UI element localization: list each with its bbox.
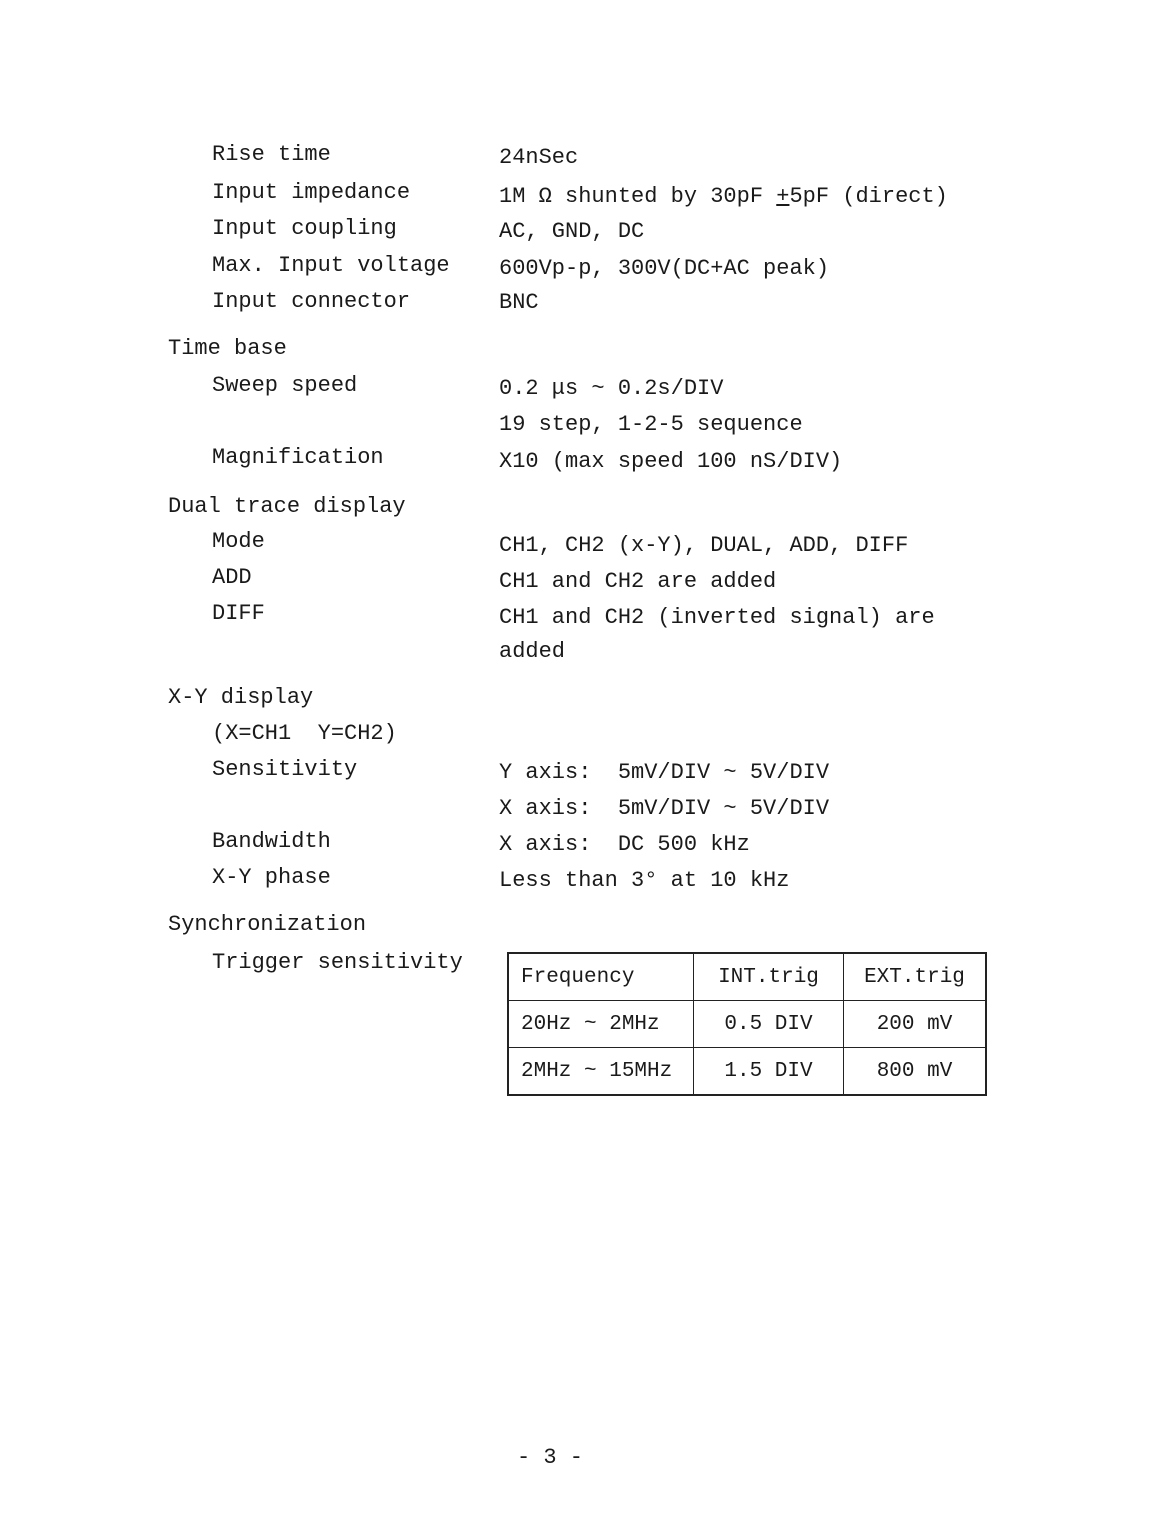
page-number: - 3 - bbox=[517, 1445, 584, 1470]
table-row bbox=[508, 1001, 986, 1048]
sensitivity-label: Sensitivity bbox=[212, 757, 358, 782]
table-header-row bbox=[508, 953, 986, 1001]
max-input-voltage-label: Max. Input voltage bbox=[212, 253, 450, 278]
xy-phase-label: X-Y phase bbox=[212, 865, 331, 890]
add-label: ADD bbox=[212, 565, 252, 590]
sweep-speed-value-1: 0.2 μs ~ 0.2s/DIV bbox=[499, 376, 724, 401]
rise-time-label: Rise time bbox=[212, 142, 331, 167]
table-header-cell: INT.trig bbox=[694, 953, 844, 1001]
bandwidth-value: X axis: DC 500 kHz bbox=[499, 832, 750, 857]
dual-trace-heading: Dual trace display bbox=[168, 494, 406, 519]
trigger-sensitivity-label: Trigger sensitivity bbox=[212, 950, 463, 975]
sweep-speed-label: Sweep speed bbox=[212, 373, 358, 398]
table-cell: 2MHz ~ 15MHz bbox=[508, 1048, 694, 1096]
xy-display-heading: X-Y display bbox=[168, 685, 314, 710]
mode-label: Mode bbox=[212, 529, 265, 554]
magnification-value: X10 (max speed 100 nS/DIV) bbox=[499, 449, 843, 474]
time-base-heading: Time base bbox=[168, 336, 287, 361]
table-cell: 1.5 DIV bbox=[694, 1048, 844, 1096]
trigger-sensitivity-table bbox=[507, 952, 987, 1096]
mode-value: CH1, CH2 (x-Y), DUAL, ADD, DIFF bbox=[499, 533, 909, 558]
input-connector-label: Input connector bbox=[212, 289, 411, 314]
sensitivity-value-1: Y axis: 5mV/DIV ~ 5V/DIV bbox=[499, 760, 830, 785]
sweep-speed-value-2: 19 step, 1-2-5 sequence bbox=[499, 412, 803, 437]
table-cell: 0.5 DIV bbox=[694, 1001, 844, 1048]
bandwidth-label: Bandwidth bbox=[212, 829, 331, 854]
input-coupling-value: AC, GND, DC bbox=[499, 219, 645, 244]
rise-time-value: 24nSec bbox=[499, 145, 579, 170]
table-row bbox=[508, 1048, 986, 1096]
input-connector-value: BNC bbox=[499, 290, 539, 315]
synchronization-heading: Synchronization bbox=[168, 912, 367, 937]
diff-value-2: added bbox=[499, 639, 566, 664]
table-header-cell: Frequency bbox=[508, 953, 694, 1001]
max-input-voltage-value: 600Vp-p, 300V(DC+AC peak) bbox=[499, 256, 830, 281]
input-impedance-value: 1M Ω shunted by 30pF +5pF (direct) bbox=[499, 184, 948, 209]
table-cell: 20Hz ~ 2MHz bbox=[508, 1001, 694, 1048]
input-impedance-label: Input impedance bbox=[212, 180, 411, 205]
diff-label: DIFF bbox=[212, 601, 265, 626]
table-cell: 800 mV bbox=[844, 1048, 987, 1096]
table-cell: 200 mV bbox=[844, 1001, 987, 1048]
xy-phase-value: Less than 3° at 10 kHz bbox=[499, 868, 790, 893]
xy-display-subheading: (X=CH1 Y=CH2) bbox=[212, 721, 397, 746]
add-value: CH1 and CH2 are added bbox=[499, 569, 777, 594]
sensitivity-value-2: X axis: 5mV/DIV ~ 5V/DIV bbox=[499, 796, 830, 821]
table-header-cell: EXT.trig bbox=[844, 953, 987, 1001]
magnification-label: Magnification bbox=[212, 445, 384, 470]
diff-value-1: CH1 and CH2 (inverted signal) are bbox=[499, 605, 935, 630]
input-coupling-label: Input coupling bbox=[212, 216, 397, 241]
